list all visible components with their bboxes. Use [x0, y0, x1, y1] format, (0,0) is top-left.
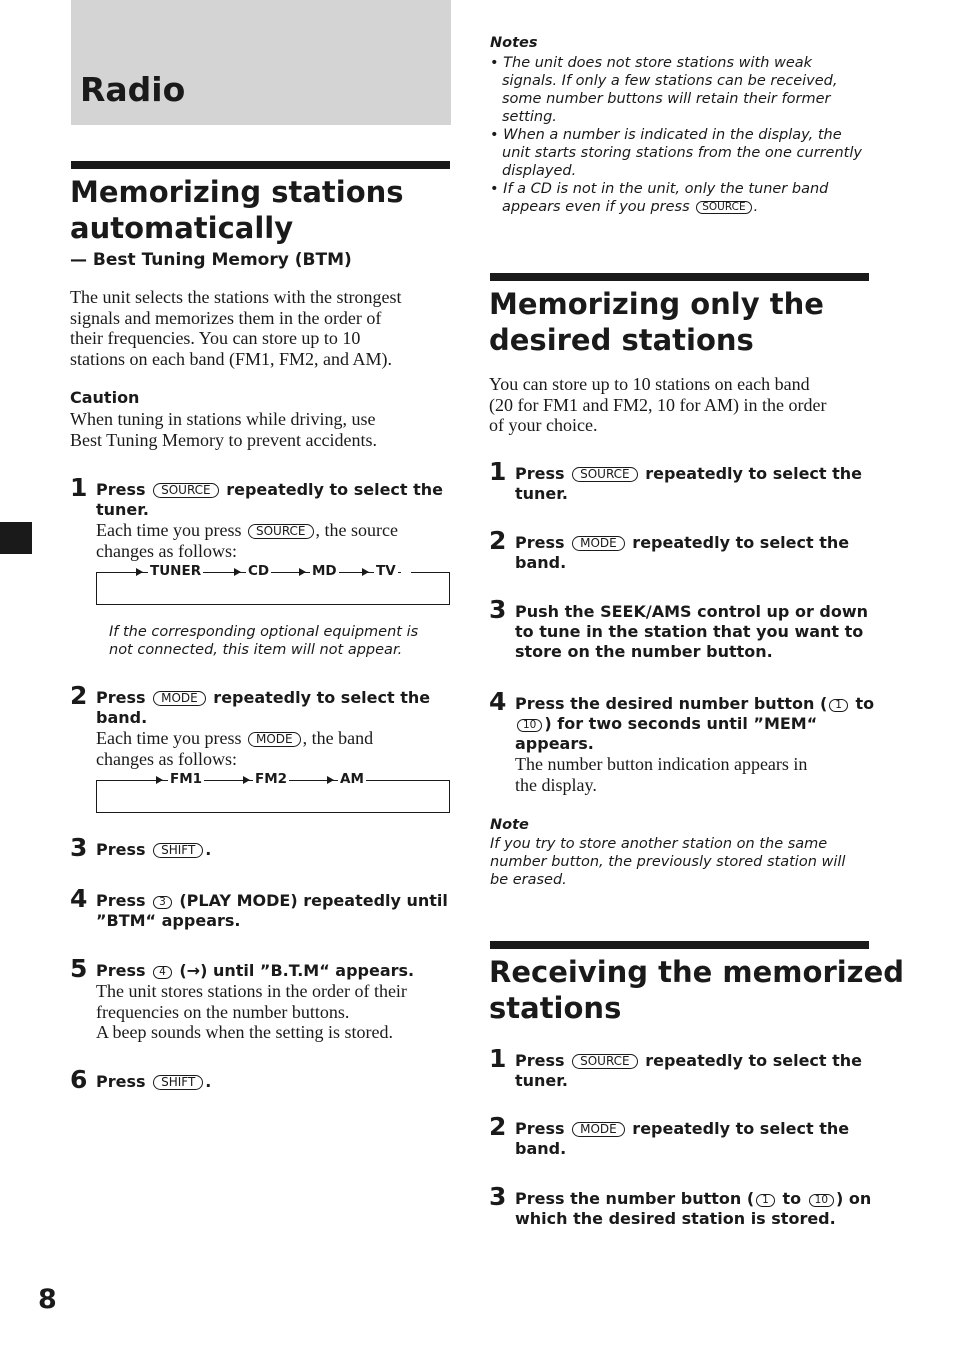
number-key-1: 1 [756, 1194, 775, 1207]
step-number: 4 [489, 687, 507, 716]
mode-key: MODE [572, 1122, 625, 1137]
section-title: Radio [80, 70, 186, 109]
notes-heading: Notes [490, 35, 538, 51]
btm-step-5: Press 4 (→) until ”B.T.M“ appears. The unit stores stations in the order of their frequencies on the number buttons. A beep sounds when the setting is stored. [96, 961, 415, 1042]
desired-intro: You can store up to 10 stations on each band (20 for FM1 and FM2, 10 for AM) in the order of your choice. [489, 374, 827, 435]
step-number: 2 [489, 1112, 507, 1141]
step-number: 1 [489, 1044, 507, 1073]
step-number: 2 [70, 681, 88, 710]
btm-subtitle: — Best Tuning Memory (BTM) [70, 250, 352, 270]
receiving-step-2: Press MODE repeatedly to select the band. [515, 1119, 850, 1158]
step-number: 3 [489, 595, 507, 624]
desired-step-2: Press MODE repeatedly to select the band. [515, 533, 850, 572]
flow-item: FM2 [255, 771, 288, 787]
step-number: 4 [70, 884, 88, 913]
desired-step-3: Push the SEEK/AMS control up or down to tune in the station that you want to store on the number button. [515, 602, 869, 661]
flow-item: TV [376, 563, 396, 579]
flow-note: If the corresponding optional equipment is not connected, this item will not appear. [109, 624, 419, 658]
source-key: SOURCE [572, 1054, 638, 1069]
source-key: SOURCE [572, 467, 638, 482]
number-key-1: 1 [829, 699, 848, 712]
number-key-10: 10 [809, 1194, 834, 1207]
heading-rule [490, 941, 869, 949]
btm-step-2: Press MODE repeatedly to select the band. Each time you press MODE , the band changes as follows: [96, 688, 431, 769]
page-number: 8 [38, 1284, 57, 1315]
number-key-10: 10 [517, 719, 542, 732]
desired-step-4: Press the desired number button ( 1 to 10 ) for two seconds until ”MEM“ appears. The number button indication appears in the display. [515, 694, 875, 795]
btm-title: Memorizing stations automatically [70, 175, 404, 245]
note-heading: Note [490, 817, 529, 833]
receiving-step-3: Press the number button ( 1 to 10 ) on which the desired station is stored. [515, 1189, 872, 1228]
step-number: 5 [70, 954, 88, 983]
source-flow-diagram [96, 563, 450, 605]
step-number: 3 [489, 1182, 507, 1211]
step-number: 1 [489, 457, 507, 486]
caution-text: When tuning in stations while driving, use Best Tuning Memory to prevent accidents. [70, 409, 377, 450]
btm-intro: The unit selects the stations with the strongest signals and memorizes them in the order of their frequencies. You can store up to 10 stations on each band (FM1, FM2, and AM). [70, 287, 402, 369]
flow-item: CD [248, 563, 270, 579]
source-key: SOURCE [696, 201, 751, 214]
note-text: If you try to store another station on the same number button, the previously stored station will be erased. [490, 836, 846, 888]
btm-step-6: Press SHIFT . [96, 1072, 212, 1091]
flow-item: MD [312, 563, 337, 579]
shift-key: SHIFT [153, 843, 203, 858]
step-number: 6 [70, 1065, 88, 1094]
notes-list: • The unit does not store stations with weak signals. If only a few stations can be received, some number buttons will retain their former setting. • When a number is indicated in the display, the unit starts storing stations from the one currently displayed. • If a CD is not in the unit, only the tuner band appears even if you press SOURCE . [490, 55, 862, 215]
number-key-3: 3 [153, 896, 172, 909]
caution-heading: Caution [70, 388, 140, 407]
receiving-title: Receiving the memorized stations [489, 955, 904, 1025]
mode-key: MODE [572, 536, 625, 551]
band-flow-diagram [96, 771, 450, 813]
receiving-step-1: Press SOURCE repeatedly to select the tuner. [515, 1051, 863, 1090]
section-tab-marker [0, 522, 32, 554]
shift-key: SHIFT [153, 1075, 203, 1090]
source-key: SOURCE [153, 483, 219, 498]
flow-item: TUNER [150, 563, 202, 579]
source-key: SOURCE [248, 524, 314, 539]
desired-step-1: Press SOURCE repeatedly to select the tuner. [515, 464, 863, 503]
step-number: 2 [489, 526, 507, 555]
flow-item: FM1 [170, 771, 203, 787]
step-number: 1 [70, 473, 88, 502]
flow-item: AM [340, 771, 364, 787]
mode-key: MODE [248, 732, 301, 747]
mode-key: MODE [153, 691, 206, 706]
desired-title: Memorizing only the desired stations [489, 287, 824, 357]
btm-step-3: Press SHIFT . [96, 840, 212, 859]
heading-rule [490, 273, 869, 281]
btm-step-1: Press SOURCE repeatedly to select the tuner. Each time you press SOURCE , the source changes as follows: [96, 480, 444, 561]
number-key-4: 4 [153, 966, 172, 979]
step-number: 3 [70, 833, 88, 862]
btm-step-4: Press 3 (PLAY MODE) repeatedly until ”BTM“ appears. [96, 891, 448, 930]
heading-rule [71, 161, 450, 169]
